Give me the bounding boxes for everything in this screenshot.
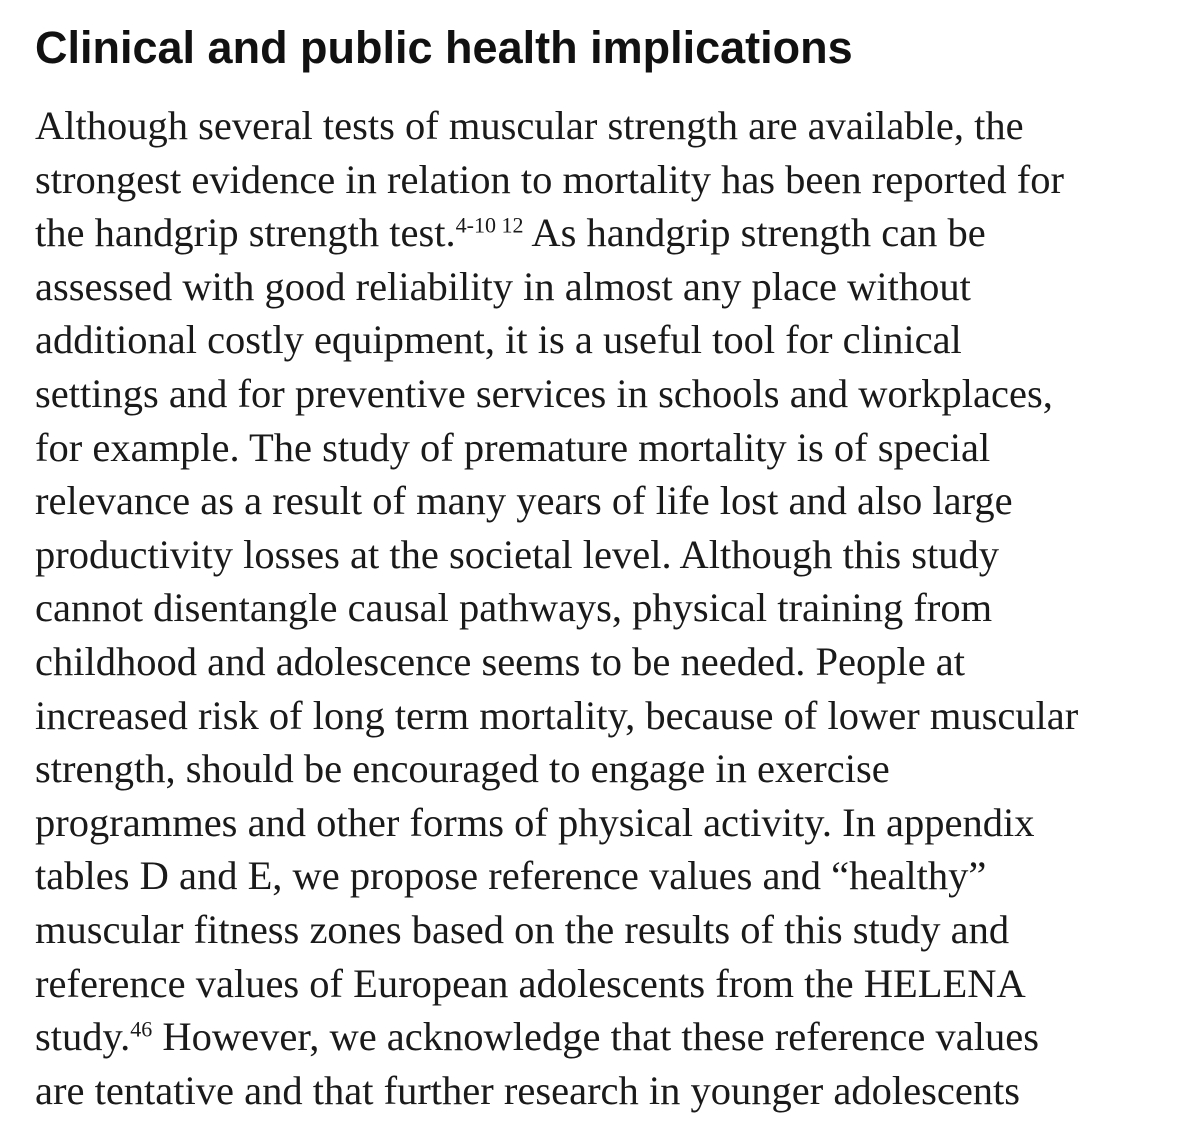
body-line: relevance as a result of many years of life lost and also large — [35, 478, 1013, 524]
body-line: for example. The study of premature mortality is of special — [35, 424, 991, 470]
body-line — [35, 1010, 1195, 1064]
body-line — [35, 206, 1195, 260]
section-body — [35, 99, 1195, 1117]
body-line: reference values of European adolescents from the HELENA — [35, 960, 1026, 1006]
body-line: additional costly equipment, it is a useful tool for clinical — [35, 317, 962, 363]
body-line: cannot disentangle causal pathways, physical training from — [35, 585, 993, 631]
body-line: strongest evidence in relation to mortality has been reported for — [35, 156, 1065, 202]
citation-ref[interactable]: 46 — [130, 1016, 153, 1042]
body-line: strength, should be encouraged to engage in exercise — [35, 746, 890, 792]
line-text: However, we acknowledge that these reference values — [152, 1014, 1039, 1060]
line-text: As handgrip strength can be — [523, 210, 986, 256]
body-line: increased risk of long term mortality, because of lower muscular — [35, 692, 1079, 738]
citation-ref[interactable]: 4-10 12 — [455, 212, 524, 238]
body-line: programmes and other forms of physical activity. In appendix — [35, 799, 1035, 845]
line-text: the handgrip strength test. — [35, 210, 456, 256]
body-line: tables D and E, we propose reference values and “healthy” — [35, 853, 987, 899]
section-heading: Clinical and public health implications — [35, 22, 853, 73]
body-line: childhood and adolescence seems to be needed. People at — [35, 638, 966, 684]
body-line: are tentative and that further research in younger adolescents — [35, 1067, 1021, 1113]
body-line: productivity losses at the societal level. Although this study — [35, 531, 1000, 577]
body-line: settings and for preventive services in schools and workplaces, — [35, 370, 1053, 416]
body-line: Although several tests of muscular strength are available, the — [35, 103, 1024, 148]
body-line: muscular fitness zones based on the results of this study and — [35, 906, 1010, 952]
line-text: study. — [35, 1014, 131, 1060]
body-line: assessed with good reliability in almost any place without — [35, 263, 971, 309]
